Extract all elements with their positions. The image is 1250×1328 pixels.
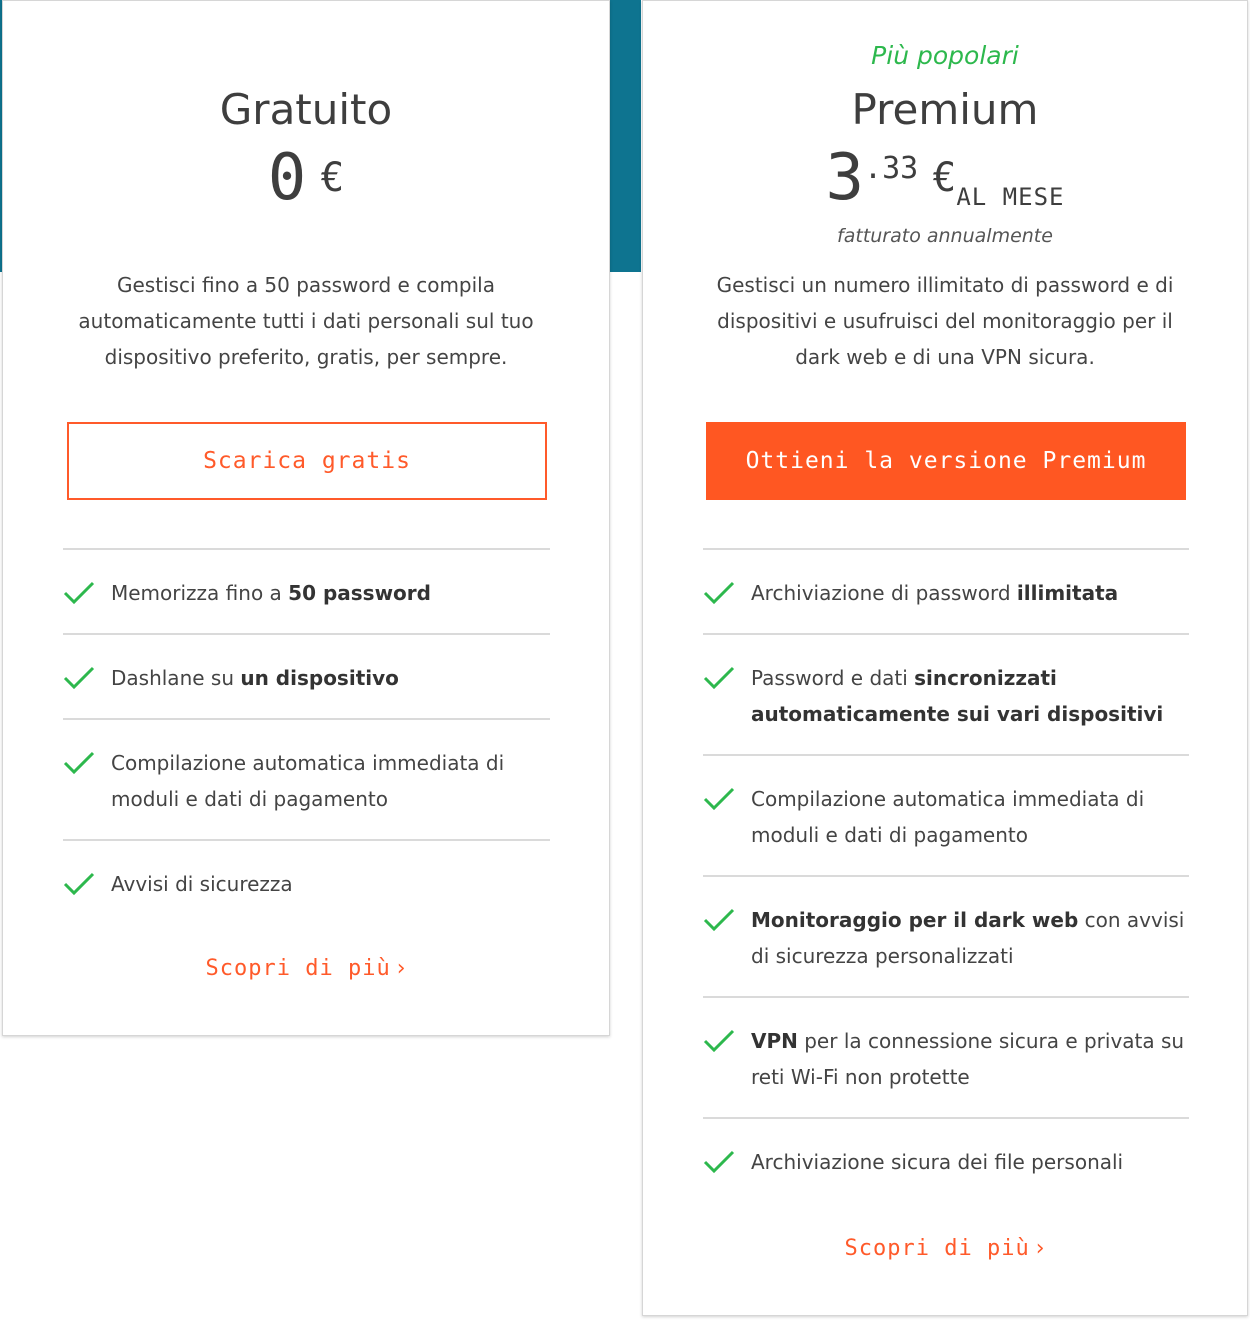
plan-card-premium [642, 0, 1248, 1316]
feature-text [111, 660, 399, 696]
plan-card-free [2, 0, 610, 1036]
feature-text-regular: Compilazione automatica immediata di moduli e dati di pagamento [751, 787, 1145, 847]
feature-item [63, 718, 550, 839]
price-period: AL MESE [956, 183, 1065, 211]
feature-text-regular: Compilazione automatica immediata di moduli e dati di pagamento [111, 751, 505, 811]
feature-text [751, 781, 1189, 853]
plan-price [3, 141, 609, 215]
get-premium-button[interactable]: Ottieni la versione Premium [706, 422, 1186, 500]
check-icon [703, 1144, 751, 1180]
feature-text-regular: Dashlane su [111, 666, 241, 690]
learn-more-link[interactable] [643, 1236, 1247, 1261]
feature-text-bold: sincronizzati automaticamente sui vari dispositivi [751, 666, 1164, 726]
feature-text-regular: per la connessione sicura e privata su reti Wi-Fi non protette [751, 1029, 1185, 1089]
feature-text [111, 575, 431, 611]
feature-text-regular: Memorizza fino a [111, 581, 289, 605]
price-amount: 0 [267, 141, 307, 215]
check-icon [63, 575, 111, 611]
feature-text [111, 866, 293, 902]
price-cents: .33 [864, 151, 919, 186]
feature-text-bold: un dispositivo [240, 666, 399, 690]
feature-text [751, 1144, 1123, 1180]
learn-more-label: Scopri di più [844, 1236, 1030, 1261]
feature-item [703, 996, 1189, 1117]
feature-text [111, 745, 550, 817]
feature-item [703, 754, 1189, 875]
chevron-right-icon: › [1035, 1236, 1046, 1261]
feature-text-bold: VPN [751, 1029, 798, 1053]
check-icon [703, 1023, 751, 1059]
feature-item [63, 839, 550, 924]
check-icon [63, 866, 111, 902]
plan-description: Gestisci fino a 50 password e compila automaticamente tutti i dati personali sul tuo dispositivo preferito, gratis, per sempre. [78, 273, 534, 369]
feature-item [703, 633, 1189, 754]
feature-text-regular: Password e dati [751, 666, 915, 690]
download-free-button[interactable]: Scarica gratis [67, 422, 547, 500]
feature-text-bold: illimitata [1016, 581, 1119, 605]
feature-text [751, 575, 1118, 611]
feature-item [703, 1117, 1189, 1202]
check-icon [63, 745, 111, 781]
feature-text-regular: con avvisi di sicurezza personalizzati [751, 908, 1185, 968]
check-icon [703, 575, 751, 611]
feature-text-regular: Archiviazione di password [751, 581, 1017, 605]
feature-text [751, 1023, 1189, 1095]
feature-text-regular: Archiviazione sicura dei file personali [751, 1150, 1124, 1174]
plan-title: Premium [851, 85, 1039, 134]
check-icon [63, 660, 111, 696]
price-currency: € [932, 155, 957, 201]
feature-item [63, 633, 550, 718]
check-icon [703, 781, 751, 817]
feature-text-bold: 50 password [288, 581, 431, 605]
chevron-right-icon: › [396, 956, 407, 981]
plan-title: Gratuito [219, 85, 393, 134]
feature-text [751, 660, 1189, 732]
feature-list [63, 548, 550, 924]
feature-item [63, 548, 550, 633]
feature-text [751, 902, 1189, 974]
feature-item [703, 548, 1189, 633]
popular-badge: Più popolari [871, 41, 1019, 70]
learn-more-label: Scopri di più [205, 956, 391, 981]
learn-more-link[interactable] [3, 956, 609, 981]
feature-text-regular: Avvisi di sicurezza [111, 872, 293, 896]
plan-description: Gestisci un numero illimitato di password e di dispositivi e usufruisci del monitoraggio per il dark web e di una VPN sicura. [716, 273, 1174, 369]
plan-price [643, 141, 1247, 215]
feature-list [703, 548, 1189, 1202]
price-amount: 3 [825, 141, 865, 215]
billing-note: fatturato annualmente [837, 225, 1053, 247]
price-currency: € [320, 155, 345, 201]
feature-item [703, 875, 1189, 996]
check-icon [703, 660, 751, 696]
feature-text-bold: Monitoraggio per il dark web [751, 908, 1079, 932]
check-icon [703, 902, 751, 938]
